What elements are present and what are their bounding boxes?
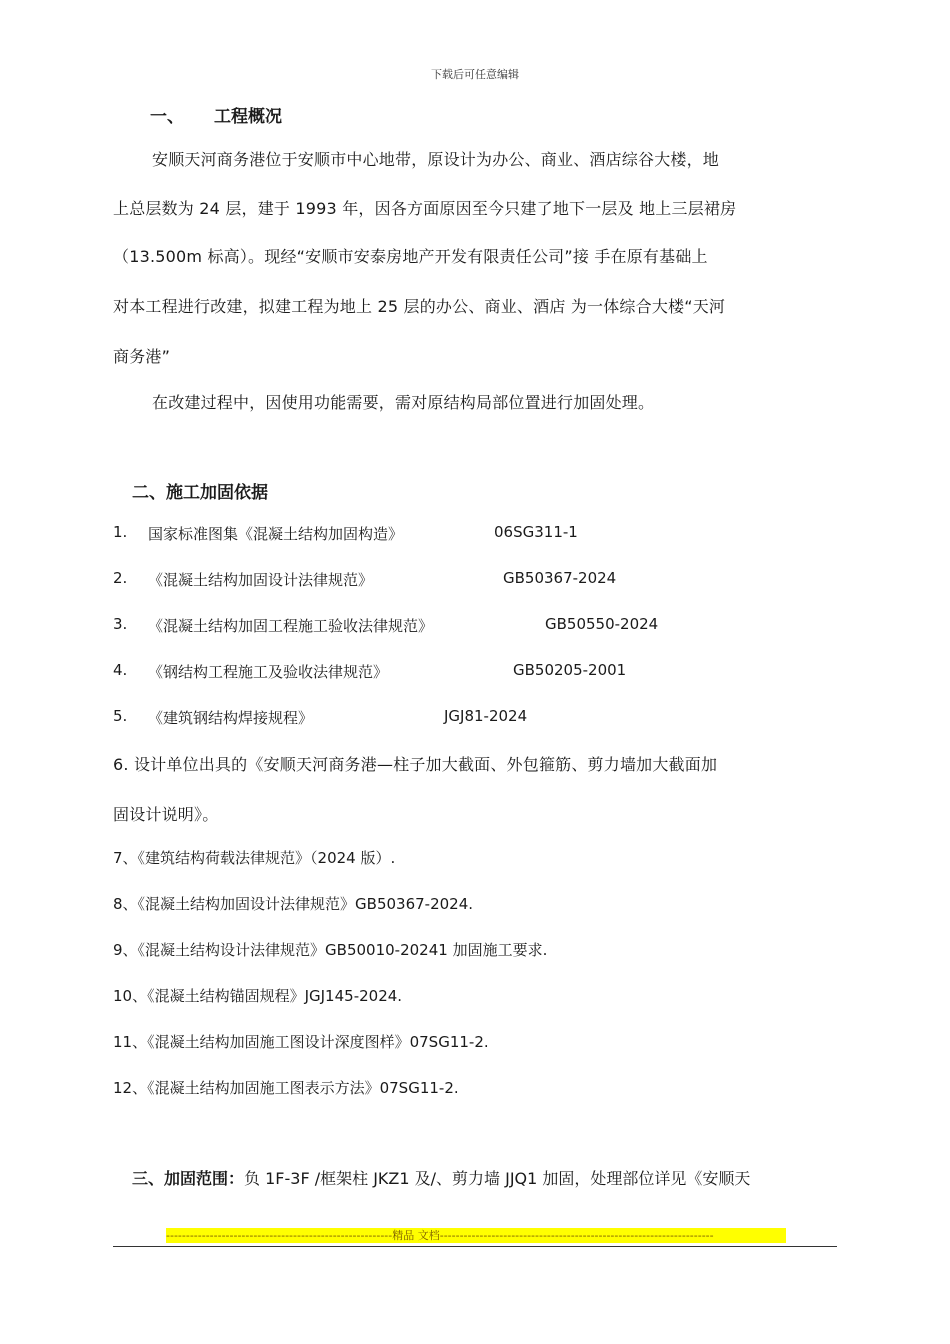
basis-item-text: 《钢结构工程施工及验收法律规范》 <box>148 663 389 681</box>
section1-para1-line3: （13.500m 标高）。现经“安顺市安泰房地产开发有限责任公司”接 手在原有基础上 <box>113 247 708 266</box>
section1-para1-line5: 商务港” <box>113 347 171 366</box>
basis-item-text: 国家标准图集《混凝土结构加固构造》 <box>148 525 404 543</box>
basis-item-num: 1. <box>113 523 128 541</box>
basis-item-code: GB50205-2001 <box>513 661 627 679</box>
basis-item-b: 7、《建筑结构荷载法律规范》（2024 版）. <box>113 849 396 867</box>
basis-item-b: 11、《混凝土结构加固施工图设计深度图样》07SG11-2. <box>113 1033 489 1051</box>
basis-item-b: 8、《混凝土结构加固设计法律规范》GB50367-2024. <box>113 895 474 913</box>
basis-item-b: 10、《混凝土结构锚固规程》JGJ145-2024. <box>113 987 403 1005</box>
basis-item-code: GB50550-2024 <box>545 615 659 633</box>
basis-item-num: 2. <box>113 569 128 587</box>
basis-item-b: 9、《混凝土结构设计法律规范》GB50010-20241 加固施工要求. <box>113 941 548 959</box>
basis-item-code: 06SG311-1 <box>494 523 578 541</box>
header-note: 下载后可任意编辑 <box>431 68 519 81</box>
basis-item-b: 12、《混凝土结构加固施工图表示方法》07SG11-2. <box>113 1079 459 1097</box>
section1-para1-line4: 对本工程进行改建，拟建工程为地上 25 层的办公、商业、酒店 为一体综合大楼“天河 <box>113 297 726 316</box>
section2-title: 二、施工加固依据 <box>132 483 268 503</box>
section3-line <box>132 1166 750 1189</box>
basis-item-num: 4. <box>113 661 128 679</box>
basis-item-code: GB50367-2024 <box>503 569 617 587</box>
basis-item-text: 《建筑钢结构焊接规程》 <box>148 709 314 727</box>
section1-number: 一、 <box>150 107 184 127</box>
basis-item-num: 3. <box>113 615 128 633</box>
footer-marker: ---------------------------------------------------------精品 文档--------------------------------------------------------------------- <box>166 1228 786 1243</box>
section1-para1-line1: 安顺天河商务港位于安顺市中心地带，原设计为办公、商业、酒店综谷大楼，地 <box>152 150 720 169</box>
section3-text: 负 1F-3F /框架柱 JKZ1 及/、剪力墙 JJQ1 加固，处理部位详见《安顺天 <box>244 1169 751 1188</box>
basis-item-num: 5. <box>113 707 128 725</box>
basis-item6-line2: 固设计说明》。 <box>113 805 219 824</box>
basis-item6-line1: 6. 设计单位出具的《安顺天河商务港—柱子加大截面、外包箍筋、剪力墙加大截面加 <box>113 755 718 774</box>
section1-title: 工程概况 <box>214 107 282 127</box>
basis-item-text: 《混凝土结构加固工程施工验收法律规范》 <box>148 617 434 635</box>
section1-para1-line2: 上总层数为 24 层，建于 1993 年，因各方面原因至今只建了地下一层及 地上三层裙房 <box>113 199 737 218</box>
footer-divider <box>113 1246 837 1247</box>
basis-item-text: 《混凝土结构加固设计法律规范》 <box>148 571 374 589</box>
section1-para2: 在改建过程中，因使用功能需要，需对原结构局部位置进行加固处理。 <box>152 393 655 412</box>
basis-item-code: JGJ81-2024 <box>444 707 528 725</box>
section3-title: 三、加固范围： <box>132 1169 245 1188</box>
